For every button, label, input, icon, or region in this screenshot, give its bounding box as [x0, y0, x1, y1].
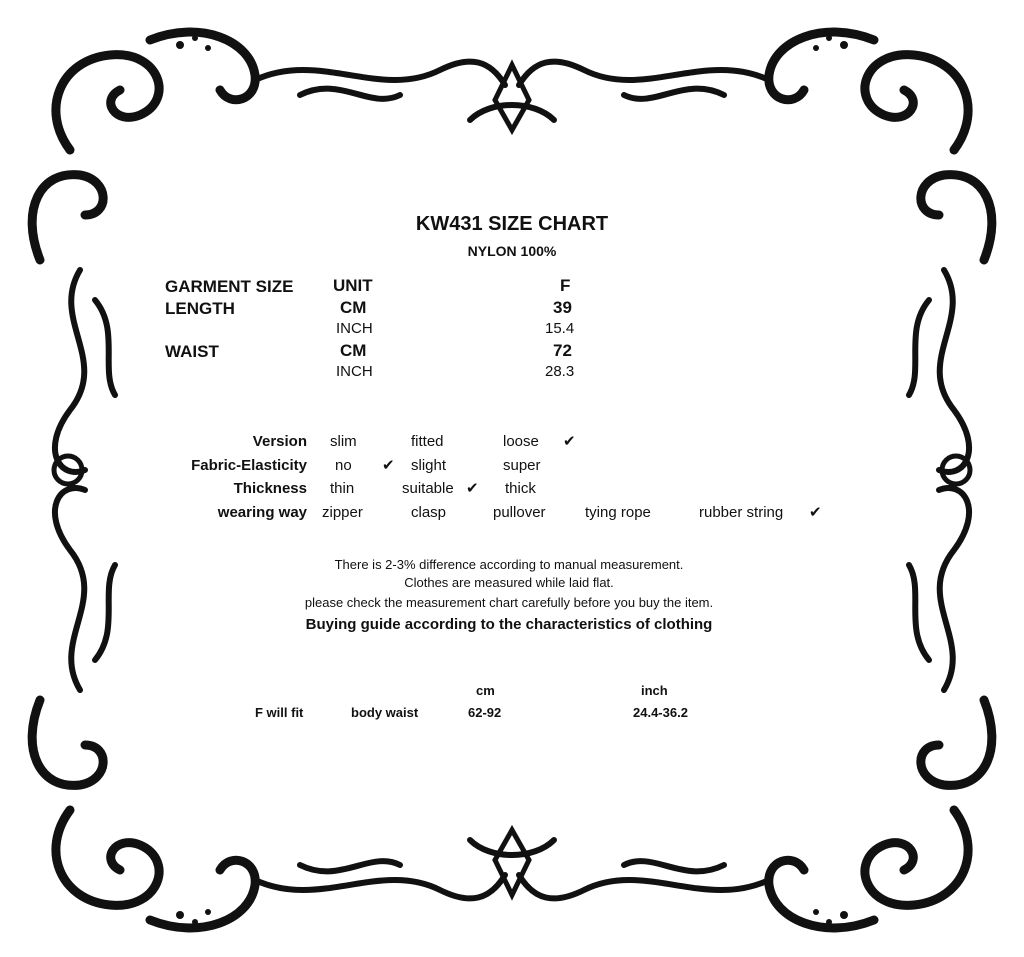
attr-label-thickness: Thickness — [233, 480, 307, 497]
attr-option-slim: slim — [330, 433, 357, 450]
right-border-ornament — [909, 270, 969, 690]
waist-cm-unit: CM — [340, 341, 367, 360]
fit-col-header-cm: cm — [476, 683, 495, 698]
corner-swirl-bottom-right — [769, 700, 992, 928]
attr-option-tying-rope: tying rope — [585, 504, 651, 521]
note-line: There is 2-3% difference according to manual measurement. — [334, 557, 684, 572]
length-inch-value: 15.4 — [545, 320, 575, 337]
attr-option-loose: loose — [503, 433, 539, 450]
attr-option-rubber-string: rubber string — [699, 504, 784, 521]
attr-label-wearing-way: wearing way — [217, 504, 307, 521]
attr-option-fitted: fitted — [411, 433, 444, 450]
attr-option-zipper: zipper — [322, 504, 363, 521]
buying-guide-title: Buying guide according to the characteristics of clothing — [305, 616, 713, 633]
fit-row-inch-range: 24.4-36.2 — [633, 705, 688, 720]
row-label-length: LENGTH — [165, 299, 235, 318]
attr-option-clasp: clasp — [411, 504, 447, 521]
corner-swirl-bottom-left — [32, 700, 255, 928]
attr-option-no: no — [335, 457, 352, 474]
row-label-waist: WAIST — [165, 342, 219, 361]
attr-option-pullover: pullover — [493, 504, 546, 521]
note-line: Clothes are measured while laid flat. — [404, 575, 614, 590]
check-icon: ✔ — [809, 504, 822, 521]
col-header-garment-size: GARMENT SIZE — [165, 277, 294, 296]
col-header-unit: UNIT — [333, 276, 373, 295]
check-icon: ✔ — [382, 457, 395, 474]
attr-option-slight: slight — [411, 457, 447, 474]
length-cm-value: 39 — [553, 298, 572, 317]
fit-row-measure: body waist — [351, 705, 419, 720]
attr-option-thin: thin — [330, 480, 355, 497]
fit-row-cm-range: 62-92 — [468, 705, 502, 720]
material-label: NYLON 100% — [467, 243, 557, 259]
attr-label-fabric-elasticity: Fabric-Elasticity — [191, 457, 307, 474]
col-header-size-f: F — [560, 276, 571, 295]
attr-option-super: super — [503, 457, 541, 474]
waist-cm-value: 72 — [553, 341, 572, 360]
length-inch-unit: INCH — [336, 320, 373, 337]
chart-title: KW431 SIZE CHART — [415, 213, 609, 235]
waist-inch-value: 28.3 — [545, 363, 575, 380]
check-icon: ✔ — [466, 480, 479, 497]
left-border-ornament — [55, 270, 115, 690]
length-cm-unit: CM — [340, 298, 367, 317]
attr-label-version: Version — [252, 433, 307, 450]
fit-row-size: F will fit — [255, 705, 304, 720]
attr-option-thick: thick — [505, 480, 536, 497]
attr-option-suitable: suitable — [402, 480, 454, 497]
note-line: please check the measurement chart carefully before you buy the item. — [304, 595, 714, 610]
check-icon: ✔ — [563, 433, 576, 450]
fit-col-header-inch: inch — [641, 683, 668, 698]
waist-inch-unit: INCH — [336, 363, 373, 380]
